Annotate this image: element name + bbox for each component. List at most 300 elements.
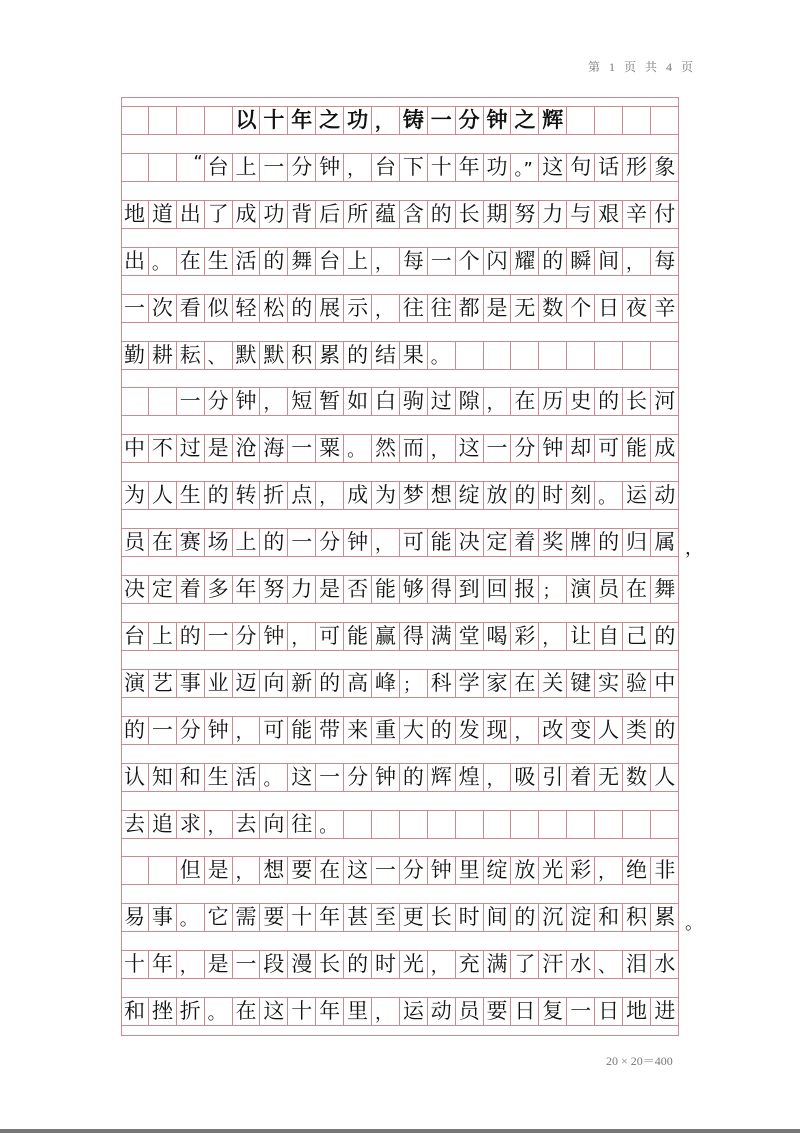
grid-cell: 无 — [595, 764, 623, 791]
grid-cell: 要 — [260, 904, 288, 931]
grid-cell: 大 — [400, 717, 428, 744]
grid-cell: 彩 — [511, 623, 539, 650]
grid-cell: 努 — [511, 201, 539, 228]
grid-cell: 实 — [595, 670, 623, 697]
grid-cell: 一 — [121, 295, 149, 322]
grid-cell: 为 — [372, 482, 400, 509]
grid-cell: 往 — [288, 811, 316, 838]
grid-cell: ， — [428, 435, 456, 462]
empty-grid-cell — [539, 811, 567, 838]
grid-cell: 这 — [344, 857, 372, 884]
grid-cell: 每 — [654, 248, 676, 273]
grid-cell: 来 — [344, 717, 372, 744]
text-row — [121, 387, 679, 416]
empty-grid-cell — [623, 811, 651, 838]
grid-cell: 漫 — [288, 951, 316, 978]
empty-grid-cell — [121, 857, 149, 884]
overflow-punctuation: 。 — [685, 913, 703, 935]
text-row — [121, 575, 679, 604]
grid-cell: 钟 — [484, 107, 512, 134]
grid-cell: 形 — [623, 154, 651, 181]
grid-cell: 是 — [484, 295, 512, 322]
grid-cell: 时 — [456, 904, 484, 931]
empty-grid-cell — [651, 342, 679, 369]
grid-cell: 的 — [344, 951, 372, 978]
grid-cell: 舞 — [654, 577, 676, 601]
grid-cell: 暂 — [316, 388, 344, 415]
grid-cell: 闪 — [484, 248, 512, 275]
grid-cell: ， — [511, 717, 539, 744]
grid-cell: 回 — [484, 576, 512, 603]
grid-cell: 满 — [484, 951, 512, 978]
grid-cell: ， — [428, 951, 456, 978]
grid-cell: 耘 — [177, 342, 205, 369]
grid-cell: 的 — [511, 904, 539, 931]
grid-cell: 中 — [121, 435, 149, 462]
grid-cell: 转 — [233, 482, 261, 509]
grid-cell: 以 — [233, 107, 261, 134]
grid-cell: 辛 — [654, 295, 676, 320]
grid-cell: 。 — [428, 342, 456, 369]
grid-cell: ， — [372, 295, 400, 322]
grid-cell: 堂 — [456, 623, 484, 650]
grid-cell: 了 — [205, 201, 233, 228]
grid-cell: 发 — [456, 717, 484, 744]
empty-grid-cell — [651, 107, 679, 134]
empty-grid-cell — [623, 107, 651, 134]
grid-cell: 。 — [595, 482, 623, 509]
empty-grid-cell — [456, 811, 484, 838]
grid-cell: 能 — [623, 435, 651, 462]
grid-cell: 白 — [372, 388, 400, 415]
grid-cell: 海 — [260, 435, 288, 462]
grid-cell: 能 — [428, 529, 456, 556]
grid-cell: 一 — [177, 388, 205, 415]
grid-cell: 向 — [260, 670, 288, 697]
grid-cell: 验 — [623, 670, 651, 697]
grid-cell: 着 — [567, 764, 595, 791]
empty-grid-cell — [567, 107, 595, 134]
grid-cell: 力 — [539, 201, 567, 228]
grid-cell: 要 — [288, 857, 316, 884]
grid-cell: 演 — [121, 670, 149, 697]
grid-cell: 似 — [205, 295, 233, 322]
empty-grid-cell — [121, 107, 149, 134]
grid-cell: 煌 — [456, 764, 484, 791]
grid-cell: 句 — [567, 154, 595, 181]
grid-cell: 分 — [400, 857, 428, 884]
grid-cell: 为 — [121, 482, 149, 509]
grid-cell: 绽 — [484, 857, 512, 884]
grid-cell: 台 — [121, 623, 149, 650]
grid-cell: 时 — [372, 951, 400, 978]
grid-cell: 钟 — [539, 435, 567, 462]
grid-cell: 的 — [654, 717, 676, 742]
grid-cell: 泪 — [623, 951, 651, 978]
grid-cell: 积 — [288, 342, 316, 369]
grid-cell: 舞 — [288, 248, 316, 275]
empty-grid-cell — [400, 811, 428, 838]
text-row — [121, 622, 679, 651]
grid-cell: 类 — [623, 717, 651, 744]
grid-cell: 一 — [260, 154, 288, 181]
grid-cell: 人 — [595, 717, 623, 744]
grid-cell: 重 — [372, 717, 400, 744]
grid-cell: 事 — [177, 670, 205, 697]
grid-cell: 而 — [400, 435, 428, 462]
grid-cell: 需 — [233, 904, 261, 931]
grid-cell: 付 — [654, 201, 676, 226]
grid-cell: 背 — [288, 201, 316, 228]
grid-cell: 河 — [654, 389, 676, 414]
grid-cell: 上 — [344, 248, 372, 275]
grid-cell: 的 — [539, 248, 567, 275]
grid-cell: 蕴 — [372, 201, 400, 228]
grid-cell: 数 — [623, 764, 651, 791]
grid-cell: 日 — [511, 998, 539, 1025]
grid-cell: 沉 — [539, 904, 567, 931]
grid-cell: 一 — [372, 857, 400, 884]
grid-cell: 定 — [149, 576, 177, 603]
grid-cell: 喝 — [484, 623, 512, 650]
grid-cell: 点 — [288, 482, 316, 509]
grid-cell: 历 — [539, 388, 567, 415]
grid-cell: 长 — [316, 951, 344, 978]
grid-cell: 地 — [623, 998, 651, 1025]
grid-cell: 在 — [623, 576, 651, 603]
grid-cell: 一 — [484, 435, 512, 462]
grid-cell: 次 — [149, 295, 177, 322]
grid-cell: 分 — [511, 435, 539, 462]
grid-cell: 里 — [456, 857, 484, 884]
grid-cell: 。 — [260, 764, 288, 791]
grid-cell: 努 — [260, 576, 288, 603]
grid-cell: 迈 — [233, 670, 261, 697]
grid-cell: 光 — [539, 857, 567, 884]
grid-cell: 追 — [149, 811, 177, 838]
grid-cell: 如 — [344, 388, 372, 415]
grid-cell: 分 — [177, 717, 205, 744]
grid-cell: 默 — [260, 342, 288, 369]
empty-grid-cell — [149, 388, 177, 415]
grid-cell: 报 — [511, 576, 539, 603]
grid-cell: 的 — [595, 388, 623, 415]
grid-cell: ， — [205, 811, 233, 838]
grid-cell: 道 — [149, 201, 177, 228]
grid-cell: 演 — [567, 576, 595, 603]
grid-cell: 个 — [567, 295, 595, 322]
grid-cell: 松 — [260, 295, 288, 322]
grid-cell: ， — [595, 857, 623, 884]
grid-cell: 。 — [205, 998, 233, 1025]
grid-cell: 勤 — [121, 342, 149, 369]
grid-cell: 绽 — [456, 482, 484, 509]
grid-cell: ， — [372, 107, 400, 134]
grid-cell: ， — [233, 857, 261, 884]
grid-cell: 年 — [456, 154, 484, 181]
grid-cell: 去 — [121, 811, 149, 838]
grid-cell: 却 — [567, 435, 595, 462]
grid-cell: 折 — [260, 482, 288, 509]
grid-cell: 可 — [400, 529, 428, 556]
grid-cell: 。 — [344, 435, 372, 462]
grid-cell: 一 — [428, 107, 456, 134]
grid-cell: 赛 — [177, 529, 205, 556]
grid-cell: 成 — [233, 201, 261, 228]
grid-cell: ， — [372, 248, 400, 275]
text-row — [121, 997, 679, 1026]
grid-cell: 生 — [205, 764, 233, 791]
grid-cell: 的 — [511, 482, 539, 509]
grid-cell: 家 — [484, 670, 512, 697]
grid-cell: 展 — [316, 295, 344, 322]
grid-cell: 、 — [205, 342, 233, 369]
grid-cell: 自 — [595, 623, 623, 650]
grid-cell: 这 — [260, 998, 288, 1025]
grid-cell: 彩 — [567, 857, 595, 884]
grid-cell: 短 — [288, 388, 316, 415]
grid-cell: 年 — [316, 998, 344, 1025]
title-row — [121, 106, 679, 135]
grid-cell: 积 — [623, 904, 651, 931]
grid-cell: 进 — [654, 999, 676, 1024]
page-indicator: 第 1 页 共 4 页 — [588, 60, 697, 74]
grid-cell: 活 — [233, 248, 261, 275]
grid-cell: 可 — [260, 717, 288, 744]
grid-cell: 的 — [260, 529, 288, 556]
grid-cell: 、 — [595, 951, 623, 978]
grid-cell: 得 — [400, 623, 428, 650]
grid-cell: 功 — [344, 107, 372, 134]
grid-cell: ， — [539, 623, 567, 650]
grid-cell: 能 — [288, 717, 316, 744]
grid-cell: 十 — [260, 107, 288, 134]
grid-cell: 成 — [654, 436, 676, 461]
grid-cell: 台 — [372, 154, 400, 181]
grid-cell: 折 — [177, 998, 205, 1025]
grid-cell: 力 — [288, 576, 316, 603]
grid-cell: 长 — [456, 201, 484, 228]
grid-cell: 分 — [456, 107, 484, 134]
grid-cell: 非 — [654, 858, 676, 883]
grid-cell: 累 — [316, 342, 344, 369]
text-row — [121, 856, 679, 885]
grid-cell: 一 — [149, 717, 177, 744]
grid-cell: 高 — [344, 670, 372, 697]
grid-cell: 员 — [121, 529, 149, 556]
grid-cell: 所 — [344, 201, 372, 228]
grid-cell: 个 — [456, 248, 484, 275]
grid-cell: 一 — [288, 529, 316, 556]
grid-cell: 功 — [484, 154, 512, 181]
grid-cell: 活 — [233, 764, 261, 791]
grid-cell: ， — [344, 154, 372, 181]
grid-cell: 是 — [205, 951, 233, 978]
grid-cell: 十 — [288, 904, 316, 931]
grid-cell: 充 — [456, 951, 484, 978]
grid-cell: 和 — [121, 998, 149, 1025]
text-row — [121, 528, 679, 557]
text-row — [121, 434, 679, 463]
grid-cell: 。 — [149, 248, 177, 275]
grid-cell: 十 — [428, 154, 456, 181]
grid-cell: 科 — [428, 670, 456, 697]
grid-cell: 让 — [567, 623, 595, 650]
empty-grid-cell — [511, 811, 539, 838]
grid-cell: 钟 — [372, 764, 400, 791]
grid-cell: 这 — [539, 154, 567, 181]
grid-cell: ， — [177, 951, 205, 978]
grid-cell: 运 — [400, 998, 428, 1025]
empty-grid-cell — [539, 342, 567, 369]
grid-cell: 的 — [260, 248, 288, 275]
grid-cell: 台 — [316, 248, 344, 275]
grid-cell: 在 — [149, 529, 177, 556]
grid-cell: 引 — [539, 764, 567, 791]
grid-cell: 牌 — [567, 529, 595, 556]
grid-cell: ； — [400, 670, 428, 697]
grid-cell: 十 — [121, 951, 149, 978]
grid-cell: 键 — [567, 670, 595, 697]
text-row — [121, 294, 679, 323]
grid-cell: 能 — [344, 623, 372, 650]
grid-cell: 往 — [400, 295, 428, 322]
grid-cell: 然 — [372, 435, 400, 462]
grid-cell: 驹 — [400, 388, 428, 415]
grid-cell: 可 — [316, 623, 344, 650]
grid-cell: 水 — [567, 951, 595, 978]
empty-grid-cell — [344, 811, 372, 838]
grid-cell: 易 — [121, 904, 149, 931]
grid-cell: 辛 — [623, 201, 651, 228]
grid-cell: 功 — [260, 201, 288, 228]
grid-cell: 分 — [344, 764, 372, 791]
empty-grid-cell — [205, 107, 233, 134]
grid-cell: 向 — [260, 811, 288, 838]
grid-cell: 人 — [654, 764, 676, 789]
grid-cell: 放 — [484, 482, 512, 509]
text-row — [121, 247, 679, 276]
grid-cell: 与 — [567, 201, 595, 228]
grid-cell: 辉 — [539, 107, 567, 134]
grid-cell: ， — [484, 388, 512, 415]
grid-cell: 但 — [177, 857, 205, 884]
grid-cell: 知 — [149, 764, 177, 791]
grid-cell: 上 — [233, 154, 261, 181]
grid-cell: 满 — [428, 623, 456, 650]
grid-cell: ； — [539, 576, 567, 603]
empty-grid-cell — [567, 811, 595, 838]
grid-cell: 要 — [484, 998, 512, 1025]
manuscript-grid — [121, 97, 679, 1036]
grid-cell: 场 — [205, 529, 233, 556]
grid-cell: 业 — [205, 670, 233, 697]
grid-cell: 了 — [511, 951, 539, 978]
grid-cell: 不 — [149, 435, 177, 462]
grid-cell: 轻 — [233, 295, 261, 322]
grid-cell: 艺 — [149, 670, 177, 697]
grid-cell: 夜 — [623, 295, 651, 322]
grid-cell: 一 — [288, 435, 316, 462]
grid-cell: ， — [233, 717, 261, 744]
grid-cell: 钟 — [205, 717, 233, 744]
grid-cell: 至 — [372, 904, 400, 931]
grid-cell: 长 — [623, 388, 651, 415]
grid-cell: 更 — [400, 904, 428, 931]
grid-cell: 累 — [654, 905, 676, 930]
grid-cell: 每 — [400, 248, 428, 275]
grid-cell: 钟 — [428, 857, 456, 884]
grid-cell: 之 — [316, 107, 344, 134]
grid-cell: 分 — [233, 623, 261, 650]
grid-cell: 得 — [428, 576, 456, 603]
grid-cell: 在 — [316, 857, 344, 884]
grid-cell: 过 — [177, 435, 205, 462]
grid-cell: 放 — [511, 857, 539, 884]
grid-cell: 沧 — [233, 435, 261, 462]
grid-cell: 动 — [428, 998, 456, 1025]
grid-cell: 铸 — [400, 107, 428, 134]
grid-cell: 时 — [539, 482, 567, 509]
grid-cell: 带 — [316, 717, 344, 744]
grid-cell: 和 — [177, 764, 205, 791]
grid-cell: 着 — [177, 576, 205, 603]
grid-cell: 史 — [567, 388, 595, 415]
grid-cell: 地 — [121, 201, 149, 228]
grid-cell: 粟 — [316, 435, 344, 462]
grid-cell: 无 — [511, 295, 539, 322]
grid-cell: 决 — [121, 576, 149, 603]
empty-grid-cell — [149, 857, 177, 884]
grid-cell: 汗 — [539, 951, 567, 978]
empty-grid-cell — [623, 342, 651, 369]
grid-cell: 耕 — [149, 342, 177, 369]
grid-cell: 间 — [484, 904, 512, 931]
grid-cell: 赢 — [372, 623, 400, 650]
grid-cell: 在 — [511, 388, 539, 415]
grid-cell: 它 — [205, 904, 233, 931]
grid-cell: 吸 — [511, 764, 539, 791]
text-row — [121, 763, 679, 792]
grid-cell: 辉 — [428, 764, 456, 791]
grid-cell: ， — [372, 529, 400, 556]
empty-grid-cell — [372, 811, 400, 838]
grid-cell: 是 — [205, 857, 233, 884]
grid-cell: 年 — [149, 951, 177, 978]
grid-cell: 甚 — [344, 904, 372, 931]
grid-cell: 含 — [400, 201, 428, 228]
grid-cell: “ — [177, 154, 205, 181]
grid-cell: 成 — [344, 482, 372, 509]
grid-cell: 定 — [484, 529, 512, 556]
grid-cell: 复 — [539, 998, 567, 1025]
grid-cell: 现 — [484, 717, 512, 744]
grid-cell: 够 — [400, 576, 428, 603]
grid-cell: 峰 — [372, 670, 400, 697]
grid-cell: 瞬 — [567, 248, 595, 275]
grid-cell: 艰 — [595, 201, 623, 228]
grid-cell: 年 — [288, 107, 316, 134]
grid-cell: 出 — [177, 201, 205, 228]
grid-cell: 默 — [233, 342, 261, 369]
grid-cell: 分 — [316, 529, 344, 556]
grid-cell: 关 — [539, 670, 567, 697]
grid-cell: 的 — [344, 342, 372, 369]
grid-cell: 这 — [288, 764, 316, 791]
empty-grid-cell — [651, 811, 679, 838]
grid-cell: 下 — [400, 154, 428, 181]
grid-cell: 长 — [428, 904, 456, 931]
